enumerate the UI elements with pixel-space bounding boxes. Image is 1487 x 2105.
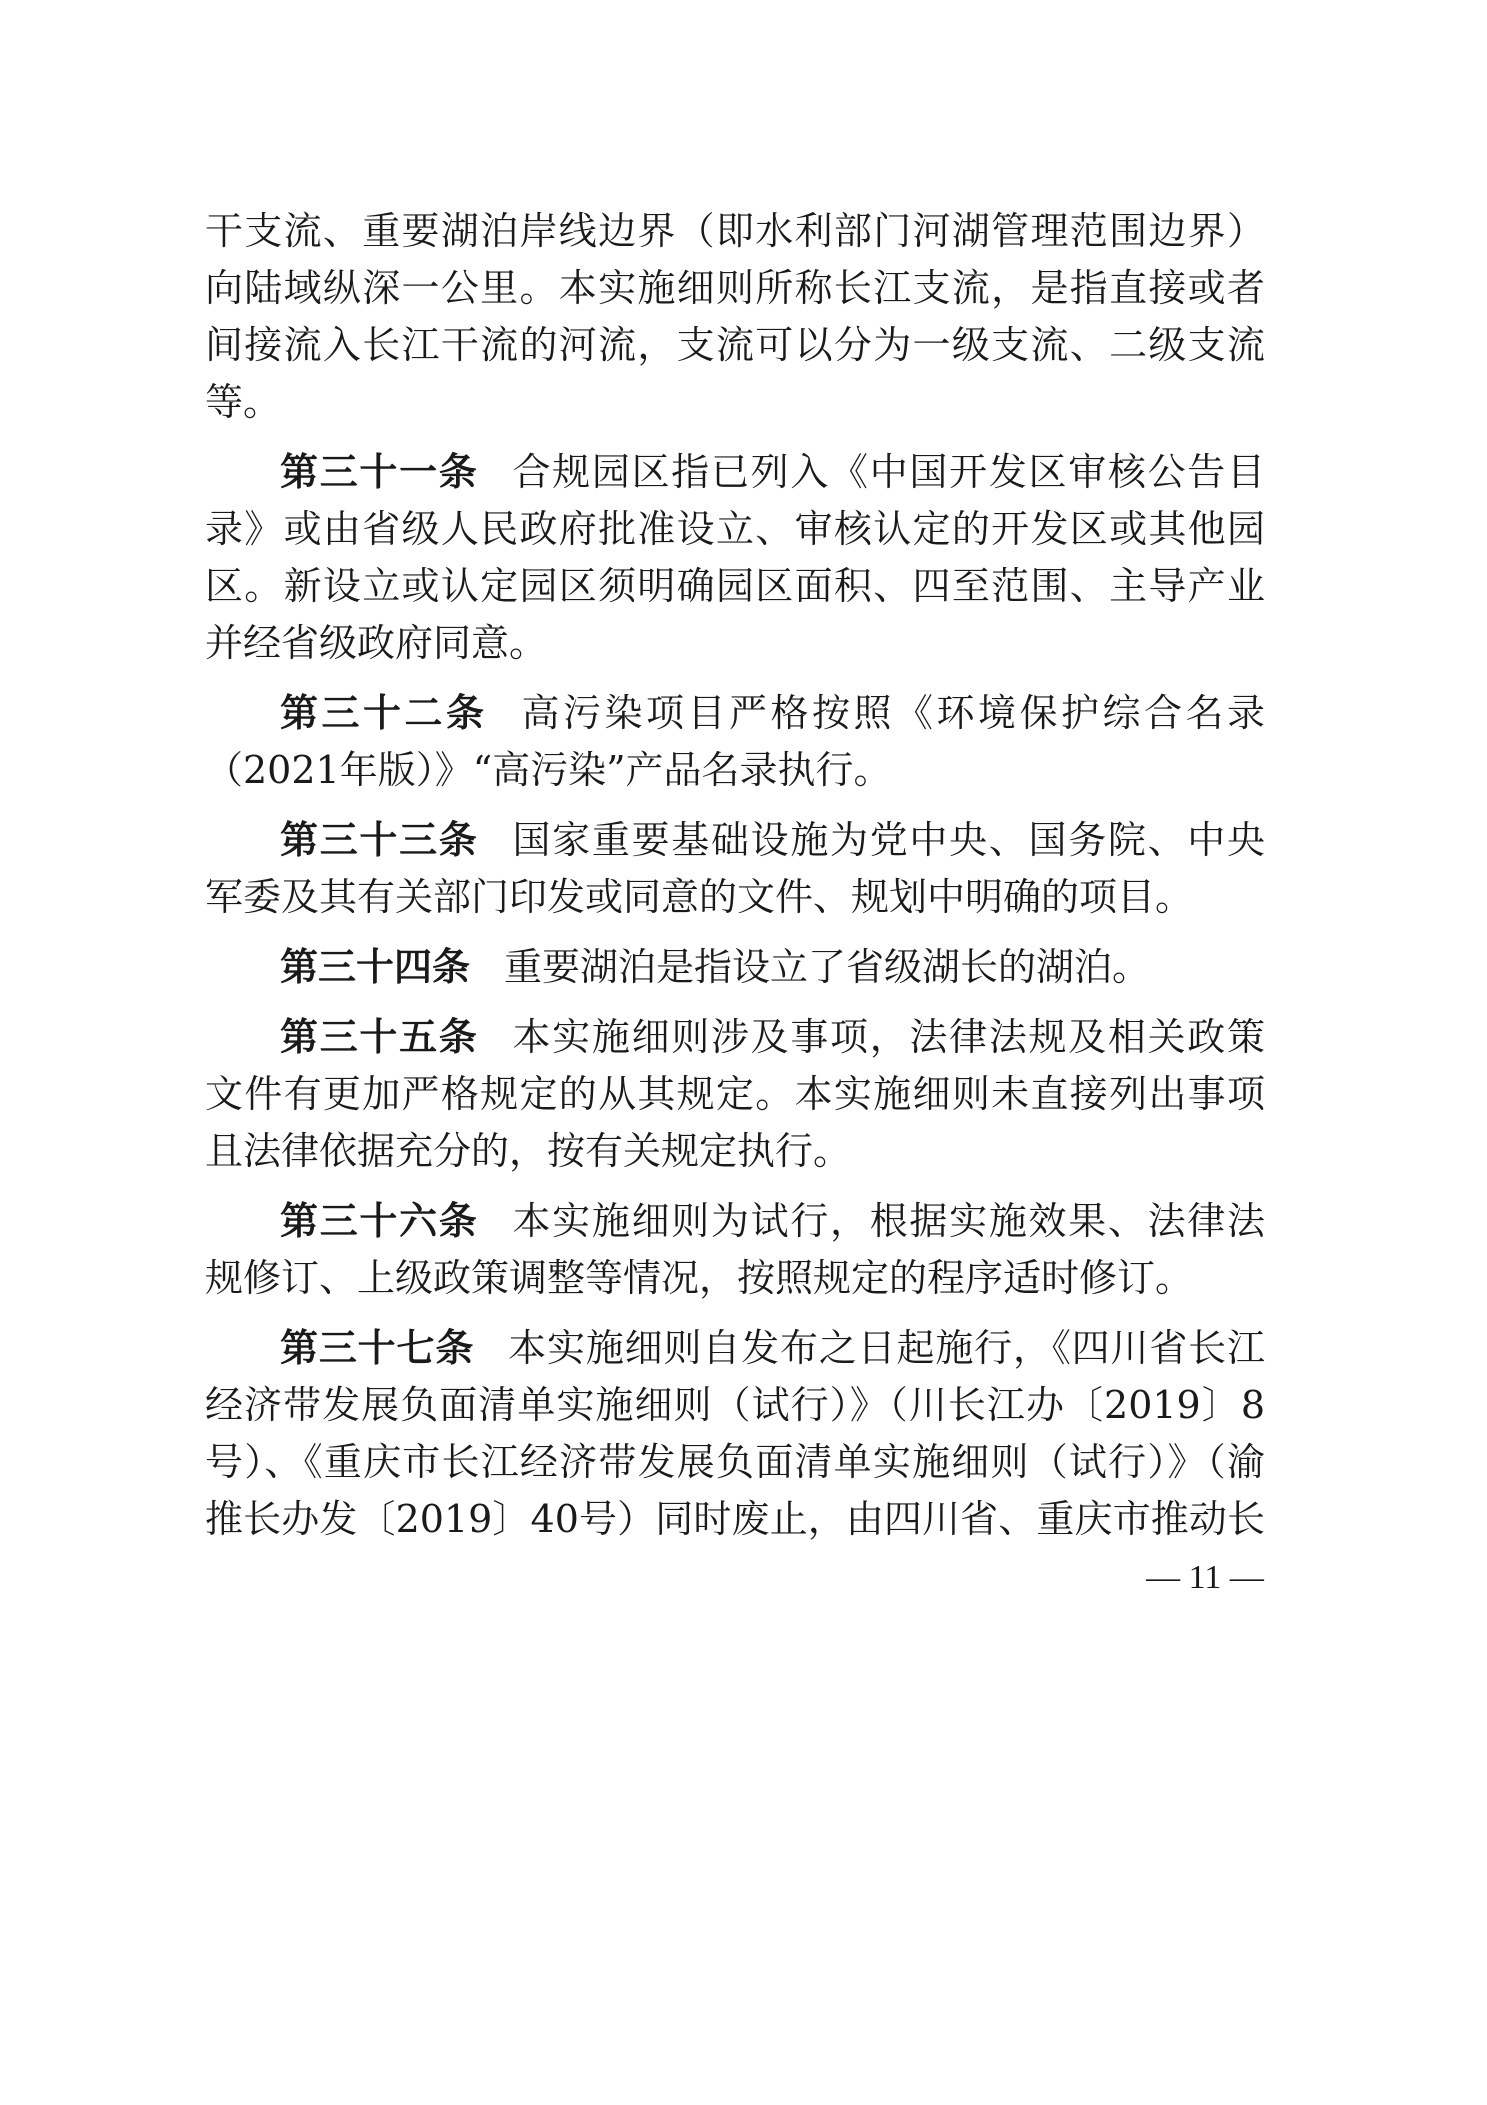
article-33-text: 国家重要基础设施为党中央、国务院、中央	[512, 818, 1265, 862]
article-36-first-line	[280, 1195, 1265, 1247]
article-32-first-line	[280, 687, 1265, 739]
article-33-title: 第三十三条	[280, 818, 479, 862]
paragraph-line: 区。新设立或认定园区须明确园区面积、四至范围、主导产业	[205, 564, 1265, 608]
paragraph-line: 间接流入长江干流的河流，支流可以分为一级支流、二级支流	[205, 323, 1265, 367]
article-31-text: 合规园区指已列入《中国开发区审核公告目	[512, 450, 1265, 494]
paragraph-line: 且法律依据充分的，按有关规定执行。	[205, 1129, 852, 1173]
paragraph-line: 军委及其有关部门印发或同意的文件、规划中明确的项目。	[205, 875, 1194, 919]
paragraph-line: 并经省级政府同意。	[205, 621, 548, 665]
article-37-first-line	[280, 1322, 1265, 1374]
article-35-title: 第三十五条	[280, 1015, 479, 1059]
paragraph-line: 录》或由省级人民政府批准设立、审核认定的开发区或其他园	[205, 507, 1265, 551]
article-37-text: 本实施细则自发布之日起施行，《四川省长江	[508, 1326, 1265, 1370]
paragraph-line: （2021年版）》“高污染”产品名录执行。	[205, 748, 892, 792]
article-35-text: 本实施细则涉及事项，法律法规及相关政策	[512, 1015, 1265, 1059]
paragraph-line: 经济带发展负面清单实施细则（试行）》（川长江办〔2019〕8	[205, 1383, 1265, 1427]
article-34-title: 第三十四条	[280, 945, 471, 989]
paragraph-line: 号）、《重庆市长江经济带发展负面清单实施细则（试行）》（渝	[205, 1440, 1265, 1484]
paragraph-line: 向陆域纵深一公里。本实施细则所称长江支流，是指直接或者	[205, 266, 1265, 310]
article-34-first-line	[280, 941, 1265, 993]
paragraph-line: 干支流、重要湖泊岸线边界（即水利部门河湖管理范围边界）	[205, 209, 1265, 253]
paragraph-line: 推长办发〔2019〕40号）同时废止，由四川省、重庆市推动长	[205, 1497, 1265, 1541]
article-33-first-line	[280, 814, 1265, 866]
article-36-text: 本实施细则为试行，根据实施效果、法律法	[512, 1199, 1265, 1243]
article-31-title: 第三十一条	[280, 450, 479, 494]
paragraph-line: 文件有更加严格规定的从其规定。本实施细则未直接列出事项	[205, 1072, 1265, 1116]
article-32-title: 第三十二条	[280, 691, 488, 735]
article-34-text: 重要湖泊是指设立了省级湖长的湖泊。	[504, 945, 1151, 989]
article-32-text: 高污染项目严格按照《环境保护综合名录	[521, 691, 1265, 735]
article-37-title: 第三十七条	[280, 1326, 475, 1370]
article-31-first-line	[280, 446, 1265, 498]
paragraph-line: 规修订、上级政策调整等情况，按照规定的程序适时修订。	[205, 1256, 1194, 1300]
article-36-title: 第三十六条	[280, 1199, 479, 1243]
page-number: — 11 —	[1146, 1559, 1264, 1596]
paragraph-line: 等。	[205, 380, 282, 424]
article-35-first-line	[280, 1011, 1265, 1063]
